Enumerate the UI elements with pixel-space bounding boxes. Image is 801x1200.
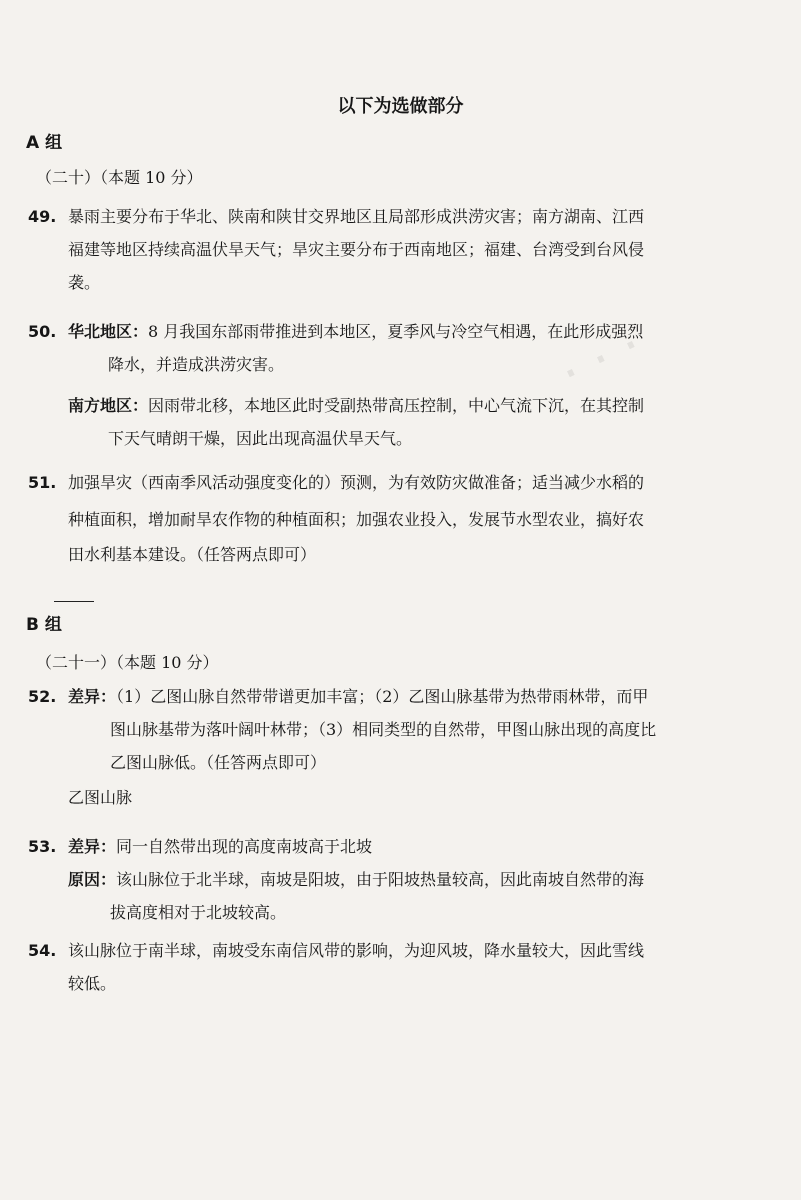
answer-line: 较低。 <box>68 974 117 993</box>
answer-line: 8 月我国东部雨带推进到本地区，夏季风与冷空气相遇，在此形成强烈 <box>148 322 644 341</box>
question-53 <box>28 830 788 929</box>
group-b-heading: B 组 <box>26 615 62 635</box>
question-number: 49. <box>28 207 57 226</box>
question-54 <box>28 934 788 1000</box>
answer-line: 降水，并造成洪涝灾害。 <box>108 355 285 374</box>
answer-line: 下天气晴朗干燥，因此出现高温伏旱天气。 <box>108 429 413 448</box>
question-number: 53. <box>28 837 57 856</box>
answer-line: 同一自然带出现的高度南坡高于北坡 <box>116 837 373 856</box>
question-50 <box>28 315 788 455</box>
watermark: · · · <box>551 315 652 405</box>
answer-line: 田水利基本建设。（任答两点即可） <box>68 545 317 564</box>
question-49 <box>28 200 788 299</box>
group-a-heading: A 组 <box>26 133 63 153</box>
question-number: 52. <box>28 687 57 706</box>
question-51 <box>28 466 788 571</box>
group-b-subtitle: （二十一）（本题 10 分） <box>36 653 219 672</box>
answer-line: 暴雨主要分布于华北、陕南和陕甘交界地区且局部形成洪涝灾害；南方湖南、江西 <box>68 207 645 226</box>
question-number: 51. <box>28 473 57 492</box>
answer-line: 图山脉基带为落叶阔叶林带；（3）相同类型的自然带，甲图山脉出现的高度比 <box>110 720 657 739</box>
region-label: 南方地区： <box>68 396 149 415</box>
answer-line: 福建等地区持续高温伏旱天气；旱灾主要分布于西南地区；福建、台湾受到台风侵 <box>68 240 645 259</box>
question-52 <box>28 680 788 814</box>
answer-line: 因雨带北移，本地区此时受副热带高压控制，中心气流下沉，在其控制 <box>148 396 645 415</box>
answer-line: 拔高度相对于北坡较高。 <box>110 903 287 922</box>
answer-line: 乙图山脉 <box>68 788 133 807</box>
answer-line: 种植面积，增加耐旱农作物的种植面积；加强农业投入，发展节水型农业，搞好农 <box>68 510 645 529</box>
answer-line: 该山脉位于南半球，南坡受东南信风带的影响，为迎风坡，降水量较大，因此雪线 <box>68 941 645 960</box>
question-number: 50. <box>28 322 57 341</box>
page-title: 以下为选做部分 <box>337 96 464 117</box>
answer-label: 差异： <box>68 837 117 856</box>
question-number: 54. <box>28 941 57 960</box>
divider <box>54 601 94 602</box>
answer-line: （1）乙图山脉自然带带谱更加丰富；（2）乙图山脉基带为热带雨林带，而甲 <box>116 687 649 706</box>
answer-line: 袭。 <box>68 273 101 292</box>
answer-line: 该山脉位于北半球，南坡是阳坡，由于阳坡热量较高，因此南坡自然带的海 <box>116 870 645 889</box>
answer-label: 差异： <box>68 687 117 706</box>
answer-line: 乙图山脉低。（任答两点即可） <box>110 753 327 772</box>
answer-label: 原因： <box>68 870 117 889</box>
region-label: 华北地区： <box>68 322 149 341</box>
group-a-subtitle: （二十）（本题 10 分） <box>36 168 203 187</box>
answer-line: 加强旱灾（西南季风活动强度变化的）预测，为有效防灾做准备；适当减少水稻的 <box>68 473 645 492</box>
